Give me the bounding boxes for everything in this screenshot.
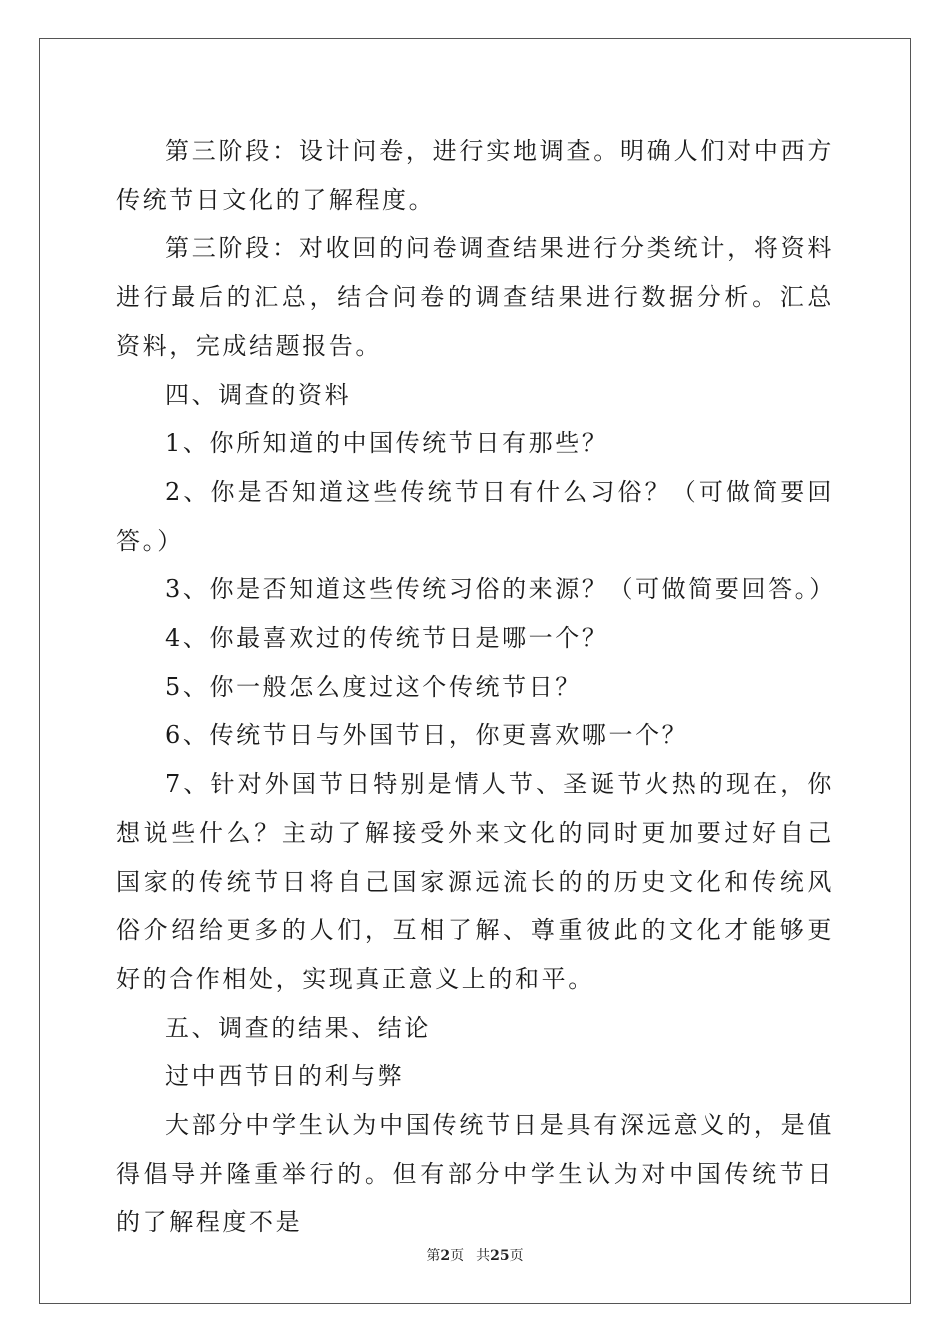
paragraph-stage3-statistics: 第三阶段：对收回的问卷调查结果进行分类统计，将资料进行最后的汇总，结合问卷的调查结果进行数据分析。汇总资料，完成结题报告。 [116,234,834,360]
page-footer [0,1245,950,1265]
page-suffix: 页 [450,1248,465,1264]
paragraph-stage3-survey: 第三阶段：设计问卷，进行实地调查。明确人们对中西方传统节日文化的了解程度。 [116,137,834,214]
paragraph-results-intro: 大部分中学生认为中国传统节日是具有深远意义的，是值得倡导并隆重举行的。但有部分中学生认为对中国传统节日的了解程度不是 [116,1111,834,1237]
question-7: 7、针对外国节日特别是情人节、圣诞节火热的现在，你想说些什么？主动了解接受外来文化的同时更加要过好自己国家的传统节日将自己国家源远流长的的历史文化和传统风俗介绍给更多的人们，互相了解、尊重彼此的文化才能够更好的合作相处，实现真正意义上的和平。 [116,770,834,993]
total-suffix: 页 [509,1248,524,1264]
page-prefix: 第 [426,1248,441,1264]
question-2: 2、你是否知道这些传统节日有什么习俗？（可做简要回答。） [116,477,834,555]
question-6: 6、传统节日与外国节日，你更喜欢哪一个？ [165,721,689,750]
total-prefix: 共 [476,1248,491,1264]
question-4: 4、你最喜欢过的传统节日是哪一个？ [165,624,609,653]
section-heading-results: 五、调查的结果、结论 [165,1013,431,1042]
question-1: 1、你所知道的中国传统节日有那些？ [165,429,609,458]
section-heading-survey-content: 四、调查的资料 [165,380,352,409]
question-3: 3、你是否知道这些传统习俗的来源？（可做简要回答。） [165,575,836,604]
total-pages: 25 [490,1248,510,1264]
page-number: 2 [440,1248,451,1264]
document-body [116,127,834,1247]
subheading-pros-cons: 过中西节日的利与弊 [165,1062,405,1091]
question-5: 5、你一般怎么度过这个传统节日？ [165,672,582,701]
